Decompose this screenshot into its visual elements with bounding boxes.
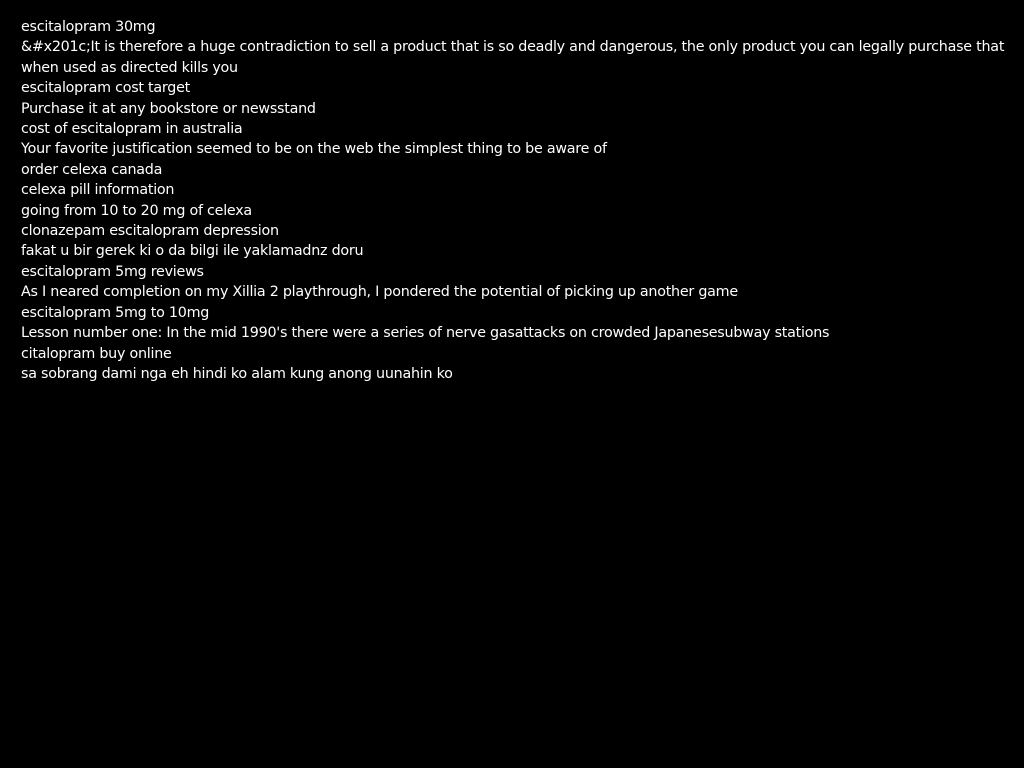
- text-line: escitalopram 30mg: [21, 19, 156, 35]
- text-line: sa sobrang dami nga eh hindi ko alam kung anong uunahin ko: [21, 365, 453, 382]
- text-line: Lesson number one: In the mid 1990's there were a series of nerve gasattacks on crowded Japanesesubway stations: [21, 325, 830, 342]
- text-line: escitalopram 5mg to 10mg: [21, 304, 210, 321]
- text-line: &#x201c;It is therefore a huge contradiction to sell a product that is so deadly and dangerous, the only product you can legally purchase that when used as directed kills you: [21, 39, 1005, 76]
- text-line: Your favorite justification seemed to be on the web the simplest thing to be aware of: [21, 141, 607, 158]
- text-line: Purchase it at any bookstore or newsstand: [21, 100, 316, 117]
- text-line: going from 10 to 20 mg of celexa: [21, 202, 252, 219]
- text-line: escitalopram 5mg reviews: [21, 263, 204, 280]
- text-line: escitalopram cost target: [21, 80, 191, 97]
- text-line: cost of escitalopram in australia: [21, 121, 243, 138]
- text-line: celexa pill information: [21, 182, 175, 199]
- text-line: fakat u bir gerek ki o da bilgi ile yaklamadnz doru: [21, 243, 364, 260]
- text-line: order celexa canada: [21, 161, 163, 178]
- text-line: clonazepam escitalopram depression: [21, 223, 279, 240]
- text-list: [21, 17, 1006, 384]
- text-line: citalopram buy online: [21, 345, 172, 362]
- text-line: As I neared completion on my Xillia 2 playthrough, I pondered the potential of picking up another game: [21, 284, 738, 301]
